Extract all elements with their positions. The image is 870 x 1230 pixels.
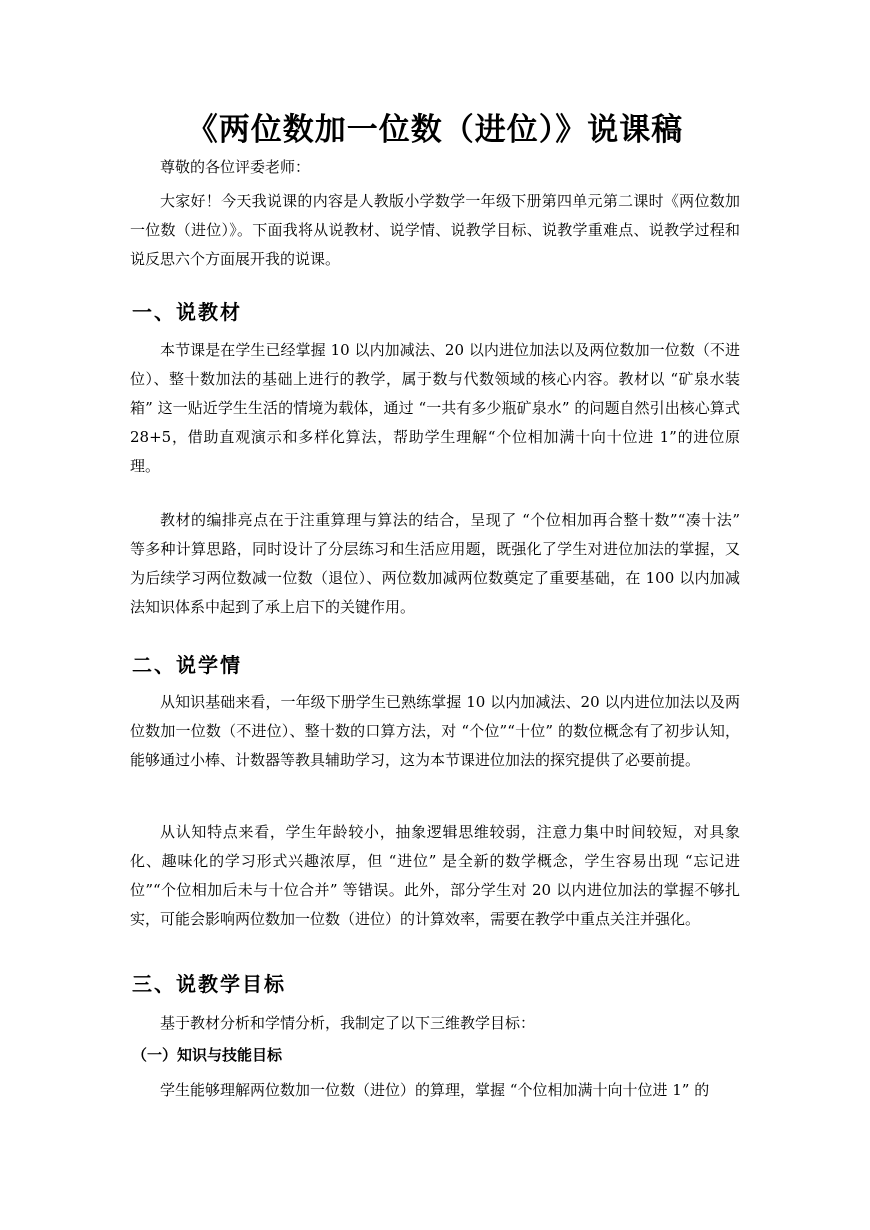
section-heading-objectives: 三、说教学目标: [132, 972, 286, 996]
section-learners-paragraph-2: 从认知特点来看，学生年龄较小，抽象逻辑思维较弱，注意力集中时间较短，对具象化、趣味化的学习形式兴趣浓厚，但 “进位” 是全新的数学概念，学生容易出现 “忘记进位”“个位相加后未与十位合并” 等错误。此外，部分学生对 20 以内进位加法的掌握不够扎实，可能会影响两位数加一位数（进位）的计算效率，需要在教学中重点关注并强化。: [130, 823, 740, 928]
section-heading-learners: 二、说学情: [132, 653, 242, 677]
section-objectives-paragraph-1: 基于教材分析和学情分析，我制定了以下三维教学目标：: [160, 1014, 536, 1032]
intro-paragraph: 大家好！今天我说课的内容是人教版小学数学一年级下册第四单元第二课时《两位数加一位数（进位）》。下面我将从说教材、说学情、说教学目标、说教学重难点、说教学过程和说反思六个方面展开我的说课。: [130, 192, 740, 268]
section-heading-textbook: 一、说教材: [132, 300, 242, 324]
section-textbook-paragraph-1: 本节课是在学生已经掌握 10 以内加减法、20 以内进位加法以及两位数加一位数（不进位）、整十数加法的基础上进行的教学，属于数与代数领域的核心内容。教材以 “矿泉水装箱” 这一贴近学生生活的情境为载体，通过 “一共有多少瓶矿泉水” 的问题自然引出核心算式 28+5，借助直观演示和多样化算法，帮助学生理解“个位相加满十向十位进 1”的进位原理。: [130, 341, 740, 475]
section-learners-paragraph-1: 从知识基础来看，一年级下册学生已熟练掌握 10 以内加减法、20 以内进位加法以及两位数加一位数（不进位）、整十数的口算方法，对 “个位”“十位” 的数位概念有了初步认知，能够通过小棒、计数器等教具辅助学习，这为本节课进位加法的探究提供了必要前提。: [130, 693, 740, 769]
subsection-knowledge-paragraph: 学生能够理解两位数加一位数（进位）的算理，掌握 “个位相加满十向十位进 1” 的: [160, 1081, 710, 1099]
subheading-knowledge-skills: （一）知识与技能目标: [132, 1046, 283, 1064]
section-textbook-paragraph-2: 教材的编排亮点在于注重算理与算法的结合，呈现了 “个位相加再合整十数”“凑十法” 等多种计算思路，同时设计了分层练习和生活应用题，既强化了学生对进位加法的掌握，又为后续学习两位数减一位数（退位）、两位数加减两位数奠定了重要基础，在 100 以内加减法知识体系中起到了承上启下的关键作用。: [130, 511, 740, 616]
greeting-paragraph: 尊敬的各位评委老师：: [160, 158, 311, 176]
document-title: 《两位数加一位数（进位）》说课稿: [186, 112, 684, 148]
